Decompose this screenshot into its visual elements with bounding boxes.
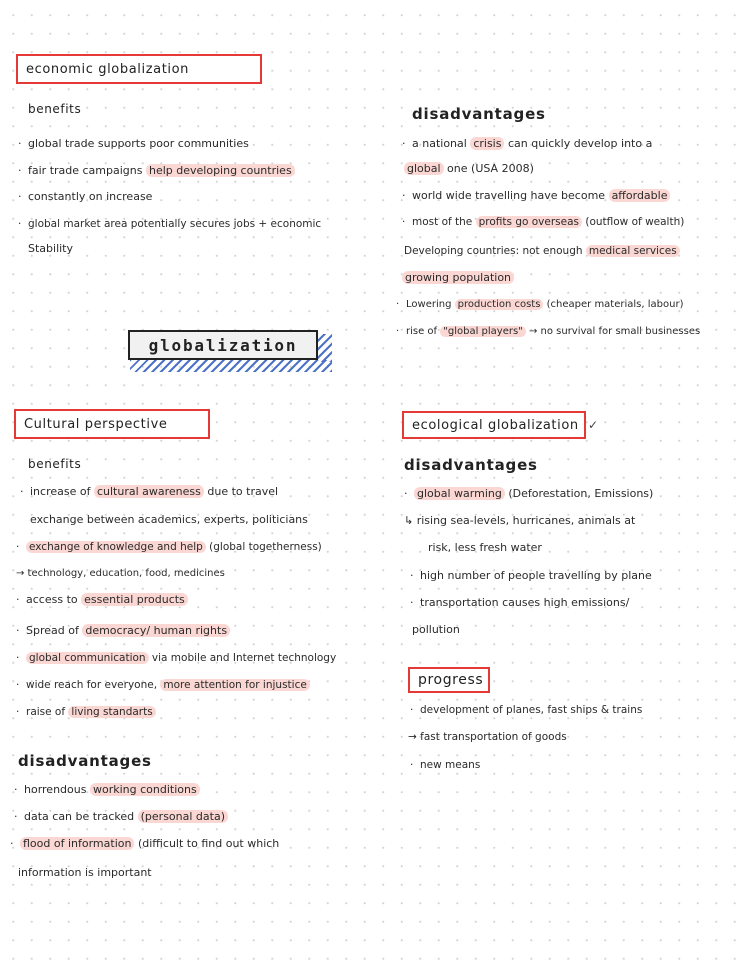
econ-dis-4: Developing countries: not enough medical services xyxy=(404,244,680,258)
econ-dis-7: · rise of "global players" → no survival for small businesses xyxy=(396,326,701,337)
cult-benefit-1: · increase of cultural awareness due to travel xyxy=(20,485,279,498)
cult-benefit-1-cont: exchange between academics, experts, politicians xyxy=(30,513,308,526)
econ-benefit-4: · global market area potentially secures jobs + economic xyxy=(18,218,322,230)
cultural-perspective-title: Cultural perspective xyxy=(14,409,210,439)
eco-dis-1-sub: ↳ rising sea-levels, hurricanes, animals at xyxy=(404,514,636,527)
econ-benefits-heading: benefits xyxy=(28,102,82,116)
econ-benefit-3: · constantly on increase xyxy=(18,190,153,203)
progress-item-3: · new means xyxy=(410,759,481,771)
econ-dis-1-cont: global one (USA 2008) xyxy=(404,162,534,176)
cult-benefit-2: · exchange of knowledge and help (global togetherness) xyxy=(16,541,322,553)
eco-dis-2: · high number of people travelling by plane xyxy=(410,569,652,582)
econ-dis-6: · Lowering production costs (cheaper materials, labour) xyxy=(396,299,684,310)
econ-benefit-4-cont: Stability xyxy=(28,242,74,255)
econ-benefit-1: · global trade supports poor communities xyxy=(18,137,249,150)
eco-dis-3: · transportation causes high emissions/ xyxy=(410,596,630,609)
cult-dis-3-cont: information is important xyxy=(18,866,152,879)
eco-dis-3-cont: pollution xyxy=(412,623,460,636)
cult-benefit-5: · Spread of democracy/ human rights xyxy=(16,624,230,638)
cult-dis-1: · horrendous working conditions xyxy=(14,783,200,797)
economic-globalization-title: economic globalization xyxy=(16,54,262,84)
cult-benefit-4: · access to essential products xyxy=(16,593,188,607)
globalization-title: globalization xyxy=(128,330,318,360)
title-hatch-shadow xyxy=(130,360,332,372)
progress-item-2: → fast transportation of goods xyxy=(408,731,567,743)
econ-benefit-2: · fair trade campaigns help developing countries xyxy=(18,164,295,178)
title-hatch-shadow-side xyxy=(318,334,332,362)
cult-benefit-3: → technology, education, food, medicines xyxy=(16,568,225,579)
cult-benefit-7: · wide reach for everyone, more attention for injustice xyxy=(16,678,310,692)
eco-dis-1: · global warming (Deforestation, Emissions) xyxy=(404,487,654,500)
cult-benefit-8: · raise of living standarts xyxy=(16,705,156,719)
cult-dis-3: · flood of information (difficult to find out which xyxy=(10,837,280,850)
progress-title: progress xyxy=(408,667,490,693)
econ-dis-3: · most of the profits go overseas (outflow of wealth) xyxy=(402,216,685,228)
econ-dis-1: · a national crisis can quickly develop into a xyxy=(402,137,653,150)
ecological-globalization-title: ecological globalization xyxy=(402,411,586,439)
eco-disadvantages-heading: disadvantages xyxy=(404,456,538,474)
econ-dis-5: growing population xyxy=(402,271,514,285)
cult-dis-2: · data can be tracked (personal data) xyxy=(14,810,228,824)
eco-dis-1-sub-cont: risk, less fresh water xyxy=(428,541,542,554)
cult-benefit-6: · global communication via mobile and Internet technology xyxy=(16,652,337,664)
progress-item-1: · development of planes, fast ships & trains xyxy=(410,704,643,716)
cult-disadvantages-heading: disadvantages xyxy=(18,752,152,770)
cult-benefits-heading: benefits xyxy=(28,457,82,471)
econ-disadvantages-heading: disadvantages xyxy=(412,105,546,123)
econ-dis-2: · world wide travelling have become affordable xyxy=(402,189,670,203)
check-mark-icon: ✓ xyxy=(588,418,599,432)
